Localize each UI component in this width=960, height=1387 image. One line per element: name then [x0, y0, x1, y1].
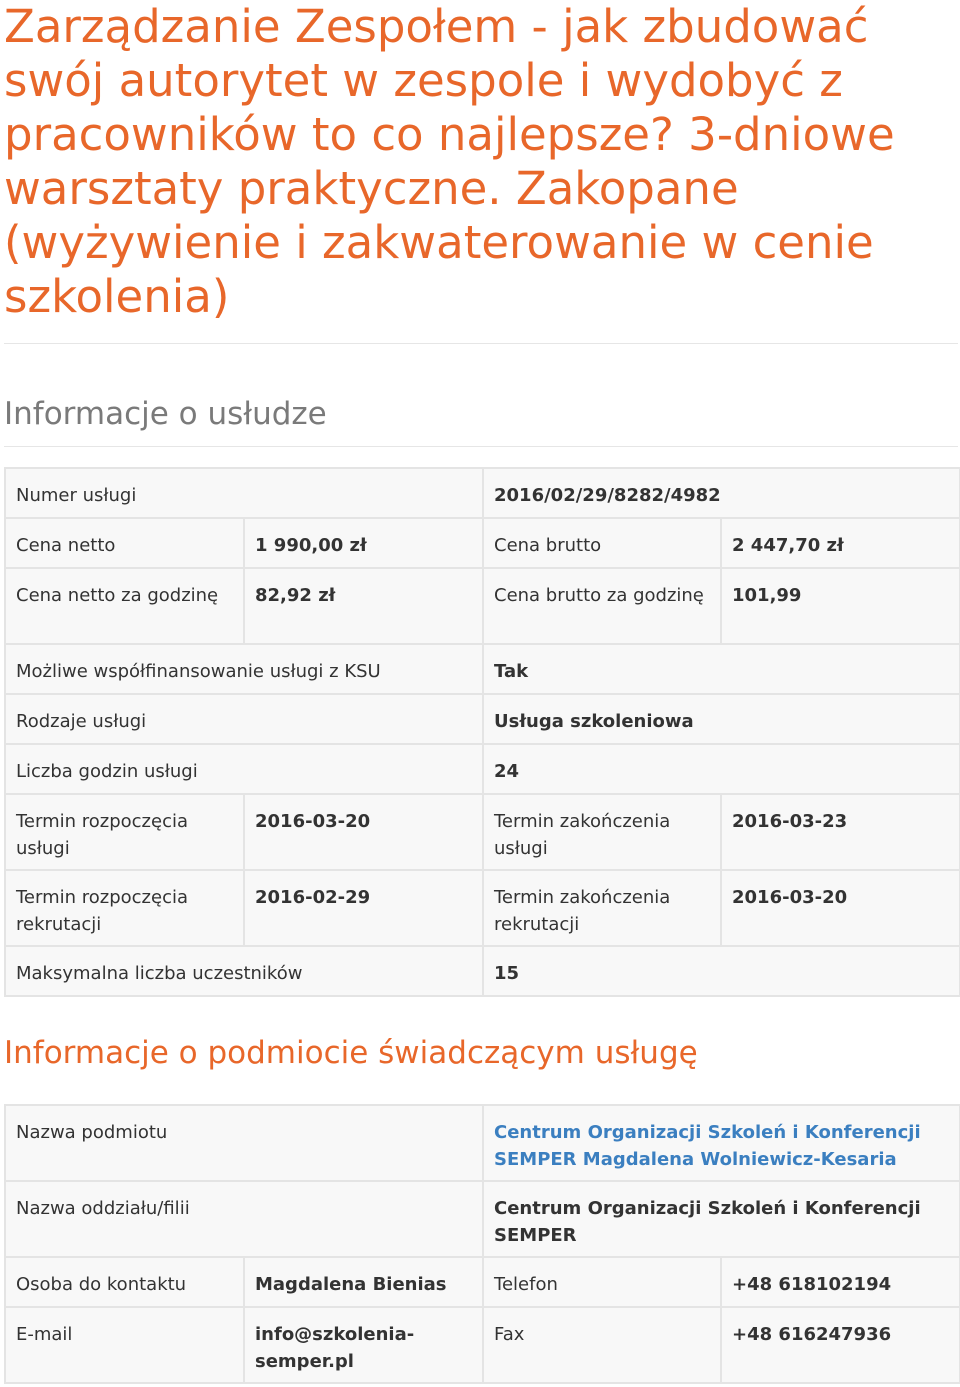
net-price-label: Cena netto	[5, 518, 244, 568]
recruitment-end-label: Termin zakończenia rekrutacji	[483, 870, 721, 946]
cofinancing-value: Tak	[483, 644, 960, 694]
fax-label: Fax	[483, 1307, 721, 1383]
branch-name-label: Nazwa oddziału/filii	[5, 1181, 483, 1257]
service-info-heading: Informacje o usłudze	[4, 396, 327, 432]
fax-value: +48 616247936	[721, 1307, 960, 1383]
service-start-value: 2016-03-20	[244, 794, 483, 870]
table-row	[5, 1181, 960, 1257]
table-row	[5, 468, 960, 518]
service-hours-label: Liczba godzin usługi	[5, 744, 483, 794]
table-row	[5, 744, 960, 794]
net-hour-price-label: Cena netto za godzinę	[5, 568, 244, 644]
table-row	[5, 794, 960, 870]
table-row	[5, 568, 960, 644]
provider-info-heading: Informacje o podmiocie świadczącym usługę	[4, 1035, 698, 1071]
table-row	[5, 1307, 960, 1383]
service-end-value: 2016-03-23	[721, 794, 960, 870]
email-label: E-mail	[5, 1307, 244, 1383]
max-participants-label: Maksymalna liczba uczestników	[5, 946, 483, 996]
table-row	[5, 518, 960, 568]
table-row	[5, 644, 960, 694]
recruitment-start-value: 2016-02-29	[244, 870, 483, 946]
recruitment-end-value: 2016-03-20	[721, 870, 960, 946]
service-types-label: Rodzaje usługi	[5, 694, 483, 744]
page-title: Zarządzanie Zespołem - jak zbudować swój autorytet w zespole i wydobyć z pracowników to co najlepsze? 3-dniowe warsztaty praktyczne. Zakopane (wyżywienie i zakwaterowanie w cenie szkolenia)	[4, 0, 895, 323]
recruitment-start-label: Termin rozpoczęcia rekrutacji	[5, 870, 244, 946]
gross-price-value: 2 447,70 zł	[721, 518, 960, 568]
branch-name-value: Centrum Organizacji Szkoleń i Konferencji SEMPER	[483, 1181, 960, 1257]
provider-info-table	[4, 1104, 960, 1384]
table-row	[5, 946, 960, 996]
service-info-table	[4, 467, 960, 997]
gross-hour-price-value: 101,99	[721, 568, 960, 644]
table-row	[5, 1257, 960, 1307]
contact-person-label: Osoba do kontaktu	[5, 1257, 244, 1307]
service-number-value: 2016/02/29/8282/4982	[483, 468, 960, 518]
service-number-label: Numer usługi	[5, 468, 483, 518]
net-price-value: 1 990,00 zł	[244, 518, 483, 568]
provider-name-label: Nazwa podmiotu	[5, 1105, 483, 1181]
email-value: info@szkolenia-semper.pl	[244, 1307, 483, 1383]
cofinancing-label: Możliwe współfinansowanie usługi z KSU	[5, 644, 483, 694]
phone-value: +48 618102194	[721, 1257, 960, 1307]
table-row	[5, 1105, 960, 1181]
service-types-value: Usługa szkoleniowa	[483, 694, 960, 744]
service-start-label: Termin rozpoczęcia usługi	[5, 794, 244, 870]
gross-price-label: Cena brutto	[483, 518, 721, 568]
contact-person-value: Magdalena Bienias	[244, 1257, 483, 1307]
title-divider	[4, 343, 958, 344]
max-participants-value: 15	[483, 946, 960, 996]
provider-name-link[interactable]: Centrum Organizacji Szkoleń i Konferencji SEMPER Magdalena Wolniewicz-Kesaria	[483, 1105, 960, 1181]
net-hour-price-value: 82,92 zł	[244, 568, 483, 644]
phone-label: Telefon	[483, 1257, 721, 1307]
service-end-label: Termin zakończenia usługi	[483, 794, 721, 870]
table-row	[5, 870, 960, 946]
gross-hour-price-label: Cena brutto za godzinę	[483, 568, 721, 644]
table-row	[5, 694, 960, 744]
service-heading-divider	[4, 446, 958, 447]
service-hours-value: 24	[483, 744, 960, 794]
